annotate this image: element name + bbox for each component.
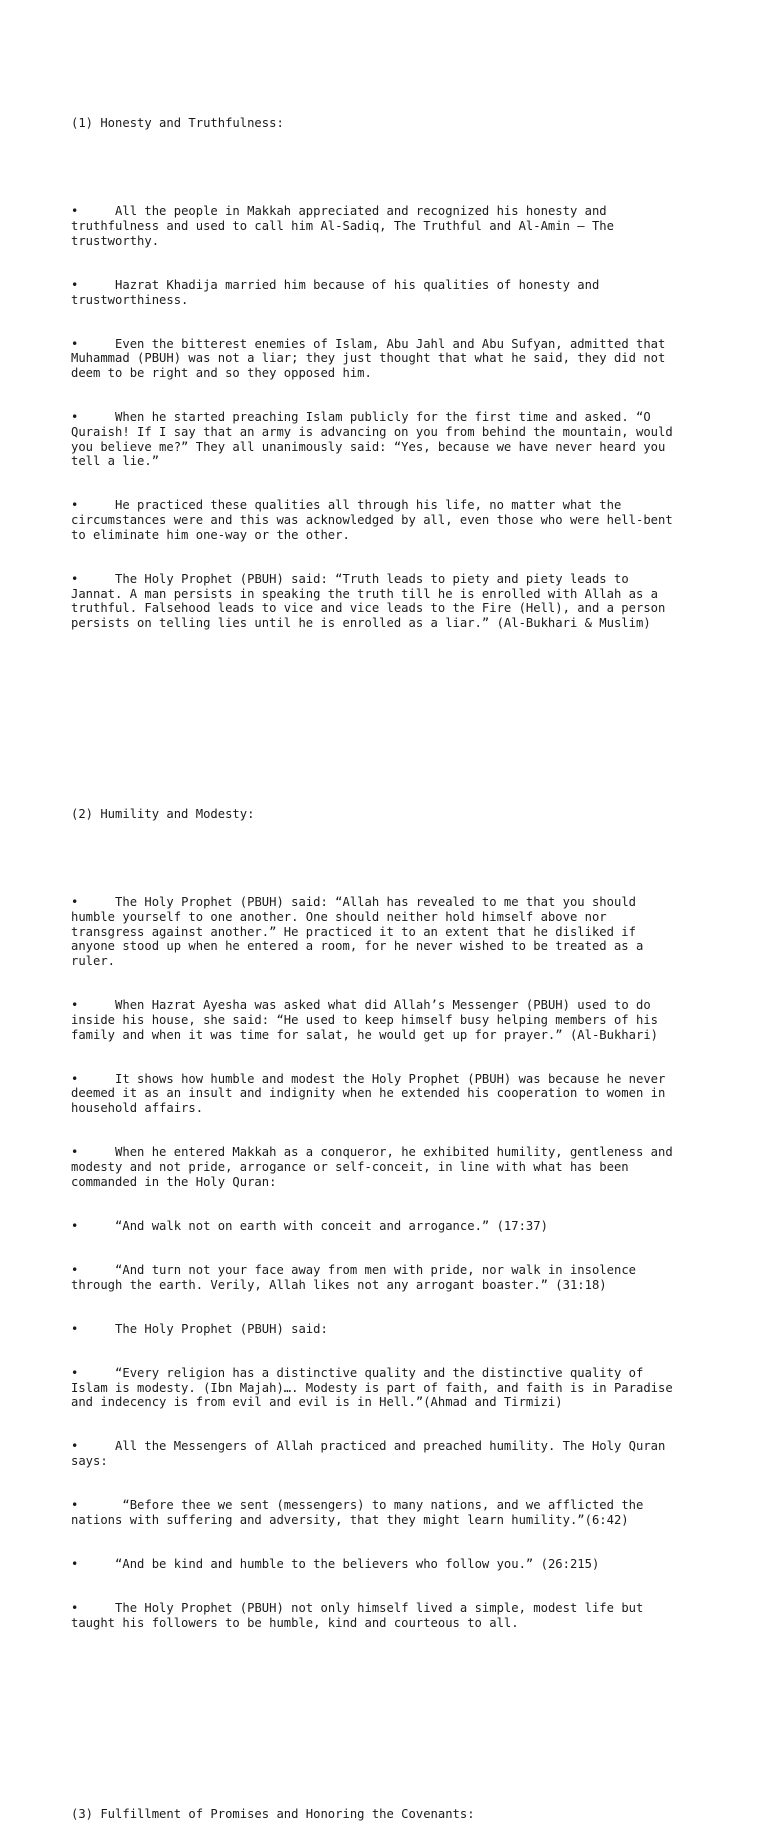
bullet-marker: • xyxy=(71,1218,79,1233)
bullet-item xyxy=(71,895,711,969)
bullet-text: “And walk not on earth with conceit and arrogance.” (17:37) xyxy=(115,1218,548,1233)
bullet-text: When he started preaching Islam publicly for the first time and asked. “O Quraish! If I say that an army is advancing on you from behind the mountain, would you believe me?” They all unanimously said: “Yes, because we have never heard you tell a lie.” xyxy=(71,410,673,469)
bullet-item xyxy=(71,1322,711,1337)
bullet-text: The Holy Prophet (PBUH) said: “Truth leads to piety and piety leads to Jannat. A man persists in speaking the truth till he is enrolled with Allah as a truthful. Falsehood leads to vice and vice leads to the Fire (Hell), and a person persists on telling lies until he is enrolled as a liar.” (Al-Bukhari & Muslim) xyxy=(71,571,666,630)
bullet-text: It shows how humble and modest the Holy Prophet (PBUH) was because he never deemed it as an insult and indignity when he extended his cooperation to women in household affairs. xyxy=(71,1071,666,1116)
bullet-marker: • xyxy=(71,498,79,513)
bullet-text: The Holy Prophet (PBUH) said: “Allah has revealed to me that you should humble yourself to one another. One should neither hold himself above nor transgress against another.” He practiced it to an extent that he disliked if anyone stood up when he entered a room, for he never wished to be treated as a ruler. xyxy=(71,895,644,969)
bullet-marker: • xyxy=(71,998,79,1013)
bullet-text: Even the bitterest enemies of Islam, Abu Jahl and Abu Sufyan, admitted that Muhammad (PBUH) was not a liar; they just thought that what he said, they did not deem to be right and so they opposed him. xyxy=(71,336,666,381)
bullet-item xyxy=(71,1557,711,1572)
bullet-text: All the people in Makkah appreciated and recognized his honesty and truthfulness and used to call him Al-Sadiq, The Truthful and Al-Amin – The trustworthy. xyxy=(71,204,614,248)
section-heading-promises: (3) Fulfillment of Promises and Honoring the Covenants: xyxy=(71,1806,475,1821)
bullet-item xyxy=(71,410,711,469)
bullet-item xyxy=(71,1263,711,1292)
bullet-text: When Hazrat Ayesha was asked what did Allah’s Messenger (PBUH) used to do inside his house, she said: “He used to keep himself busy helping members of his family and when it was time for salat, he would get up for prayer.” (Al-Bukhari) xyxy=(71,998,658,1042)
bullet-item xyxy=(71,204,711,248)
bullet-text: “Every religion has a distinctive quality and the distinctive quality of Islam is modesty. (Ibn Majah)…. Modesty is part of faith, and faith is in Paradise and indecency is from evil and evil is in Hell.”(Ahmad and Tirmizi) xyxy=(71,1365,673,1410)
bullet-item xyxy=(71,572,711,631)
bullet-text: The Holy Prophet (PBUH) said: xyxy=(115,1321,328,1336)
bullet-marker: • xyxy=(71,1145,79,1160)
bullet-marker: • xyxy=(71,1262,79,1277)
bullet-item xyxy=(71,1145,711,1189)
bullet-item xyxy=(71,1439,711,1468)
bullet-item xyxy=(71,498,711,542)
bullet-item xyxy=(71,337,711,381)
bullet-text: Hazrat Khadija married him because of his qualities of honesty and trustworthiness. xyxy=(71,277,600,307)
bullet-text: All the Messengers of Allah practiced and preached humility. The Holy Quran says: xyxy=(71,1439,666,1469)
bullet-marker: • xyxy=(71,1365,79,1380)
bullet-list-humility xyxy=(71,866,711,1660)
bullet-item xyxy=(71,278,711,307)
bullet-marker: • xyxy=(71,1321,79,1336)
bullet-list-honesty xyxy=(71,175,711,660)
bullet-marker: • xyxy=(71,571,79,586)
bullet-marker: • xyxy=(71,204,79,219)
section-spacer xyxy=(71,704,711,748)
bullet-item xyxy=(71,998,711,1042)
bullet-marker: • xyxy=(71,277,79,292)
bullet-text: “And be kind and humble to the believers who follow you.” (26:215) xyxy=(115,1556,600,1571)
bullet-marker: • xyxy=(71,410,79,425)
bullet-text: When he entered Makkah as a conqueror, he exhibited humility, gentleness and modesty and not pride, arrogance or self-conceit, in line with what has been commanded in the Holy Quran: xyxy=(71,1145,673,1189)
bullet-item xyxy=(71,1219,711,1234)
bullet-item xyxy=(71,1072,711,1116)
bullet-marker: • xyxy=(71,1439,79,1454)
bullet-marker: • xyxy=(71,336,79,351)
bullet-marker: • xyxy=(71,1071,79,1086)
bullet-item xyxy=(71,1601,711,1630)
document-page xyxy=(71,72,711,1836)
bullet-text: “Before thee we sent (messengers) to many nations, and we afflicted the nations with suffering and adversity, that they might learn humility.”(6:42) xyxy=(71,1498,644,1527)
section-spacer xyxy=(71,1704,711,1748)
bullet-text: “And turn not your face away from men with pride, nor walk in insolence through the earth. Verily, Allah likes not any arrogant boaster.” (31:18) xyxy=(71,1262,636,1292)
section-heading-honesty: (1) Honesty and Truthfulness: xyxy=(71,116,284,131)
bullet-text: He practiced these qualities all through his life, no matter what the circumstances were and this was acknowledged by all, even those who were hell-bent to eliminate him one-way or the other. xyxy=(71,498,673,542)
bullet-text: The Holy Prophet (PBUH) not only himself lived a simple, modest life but taught his followers to be humble, kind and courteous to all. xyxy=(71,1601,644,1630)
bullet-item xyxy=(71,1366,711,1410)
bullet-marker: • xyxy=(71,1601,79,1616)
bullet-item xyxy=(71,1498,711,1527)
bullet-marker: • xyxy=(71,895,79,910)
section-heading-humility: (2) Humility and Modesty: xyxy=(71,807,255,822)
bullet-marker: • xyxy=(71,1556,79,1571)
bullet-marker: • xyxy=(71,1498,79,1513)
